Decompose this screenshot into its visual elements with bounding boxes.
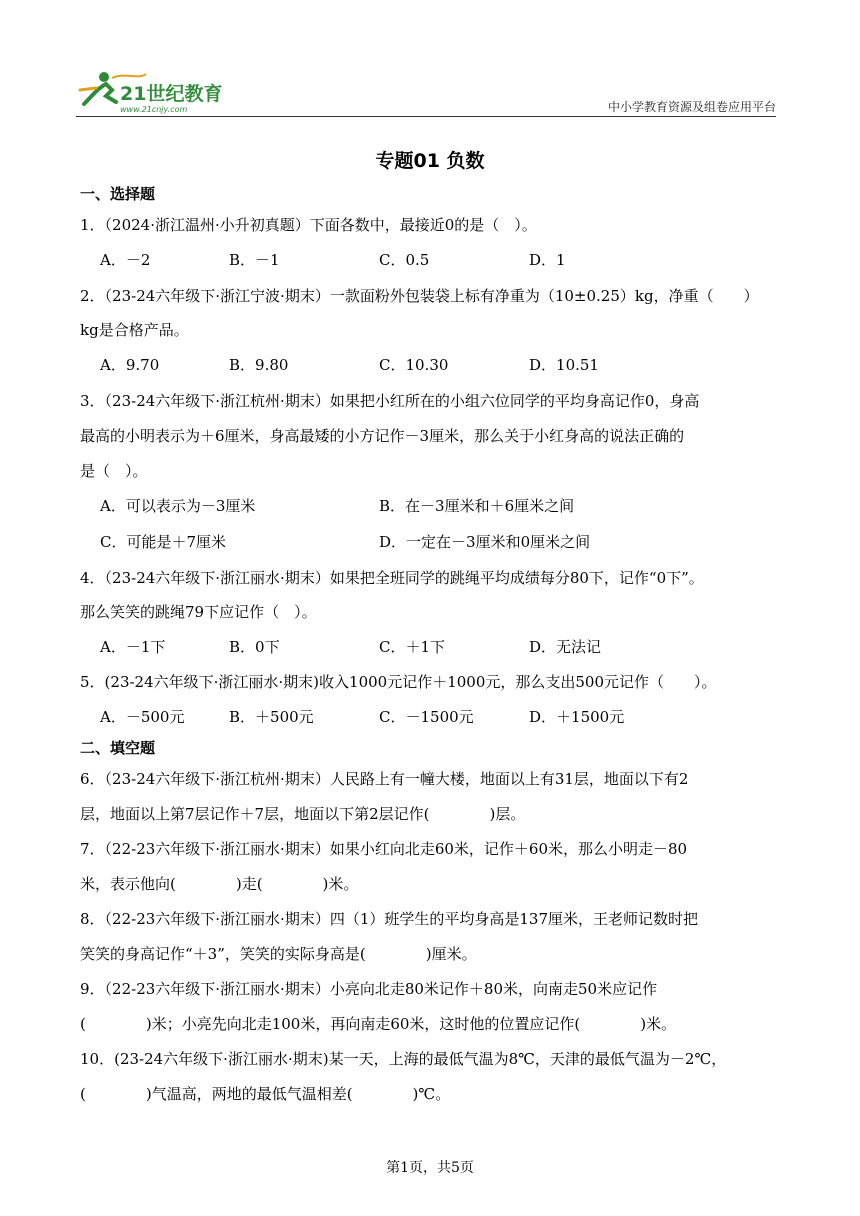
q3-line2: 最高的小明表示为＋6厘米，身高最矮的小方记作－3厘米，那么关于小红身高的说法正确的 [80, 427, 685, 445]
q2-option-b: B．9.80 [229, 356, 289, 374]
q6-line2: 层，地面以上第7层记作＋7层，地面以下第2层记作( )层。 [80, 805, 526, 823]
logo-main-text: 21世纪教育 [120, 83, 223, 105]
q5-option-a: A．－500元 [100, 708, 185, 726]
q5-option-c: C．－1500元 [379, 708, 474, 726]
q4-option-c: C．＋1下 [379, 638, 446, 656]
q1-option-c: C．0.5 [379, 251, 430, 269]
q4-option-a: A．－1下 [100, 638, 166, 656]
q8-line2: 笑笑的身高记作“＋3”，笑笑的实际身高是( )厘米。 [80, 945, 477, 963]
q3-option-b: B．在－3厘米和＋6厘米之间 [379, 497, 575, 515]
q1-option-d: D．1 [529, 251, 566, 269]
q10-line1: 10．(23-24六年级下·浙江丽水·期末)某一天，上海的最低气温为8℃，天津的最低气温为－2℃， [80, 1050, 727, 1068]
q3-option-c: C．可能是＋7厘米 [100, 533, 227, 551]
q9-line2: ( )米；小亮先向北走100米，再向南走60米，这时他的位置应记作( )米。 [80, 1015, 677, 1033]
header-divider [76, 116, 776, 117]
q3-line3: 是（ ）。 [80, 462, 148, 480]
q4-option-d: D．无法记 [529, 638, 602, 656]
section-heading-fill: 二、填空题 [80, 739, 156, 757]
q7-line2: 米，表示他向( )走( )米。 [80, 875, 359, 893]
q2-option-c: C．10.30 [379, 356, 449, 374]
section-heading-choice: 一、选择题 [80, 185, 156, 203]
q5-option-b: B．＋500元 [229, 708, 314, 726]
q2-option-d: D．10.51 [529, 356, 599, 374]
q3-line1: 3．（23-24六年级下·浙江杭州·期末）如果把小红所在的小组六位同学的平均身高记作0，身高 [80, 392, 700, 410]
q10-line2: ( )气温高，两地的最低气温相差( )℃。 [80, 1085, 451, 1103]
q9-line1: 9．（22-23六年级下·浙江丽水·期末）小亮向北走80米记作＋80米，向南走50米应记作 [80, 980, 658, 998]
site-logo [76, 66, 246, 114]
q1-option-b: B．－1 [229, 251, 280, 269]
q7-line1: 7．（22-23六年级下·浙江丽水·期末）如果小红向北走60米，记作＋60米，那么小明走－80 [80, 840, 688, 858]
q3-option-a: A．可以表示为－3厘米 [100, 497, 256, 515]
q4-line1: 4．（23-24六年级下·浙江丽水·期末）如果把全班同学的跳绳平均成绩每分80下，记作“0下”。 [80, 569, 704, 587]
q3-option-d: D．一定在－3厘米和0厘米之间 [379, 533, 591, 551]
q4-line2: 那么笑笑的跳绳79下应记作（ ）。 [80, 603, 317, 621]
q5-option-d: D．＋1500元 [529, 708, 625, 726]
page-header [76, 62, 776, 118]
q8-line1: 8．（22-23六年级下·浙江丽水·期末）四（1）班学生的平均身高是137厘米，王老师记数时把 [80, 910, 698, 928]
q2-option-a: A．9.70 [100, 356, 160, 374]
q5-line1: 5．(23-24六年级下·浙江丽水·期末)收入1000元记作＋1000元，那么支出500元记作（ ）。 [80, 673, 717, 691]
q6-line1: 6．（23-24六年级下·浙江杭州·期末）人民路上有一幢大楼，地面以上有31层，地面以下有2 [80, 770, 689, 788]
q2-line1: 2．（23-24六年级下·浙江宁波·期末）一款面粉外包装袋上标有净重为（10±0.25）kg，净重（ ） [80, 287, 759, 305]
q2-line2: kg是合格产品。 [80, 321, 189, 339]
q4-option-b: B．0下 [229, 638, 280, 656]
q1-option-a: A．－2 [100, 251, 151, 269]
logo-url-text: www.21cnjy.com [120, 105, 188, 114]
header-platform-text: 中小学教育资源及组卷应用平台 [607, 100, 776, 114]
page-title: 专题01 负数 [375, 150, 485, 172]
page-footer: 第1页，共5页 [386, 1160, 474, 1176]
q1-text: 1．（2024·浙江温州·小升初真题）下面各数中，最接近0的是（ ）。 [80, 216, 537, 234]
